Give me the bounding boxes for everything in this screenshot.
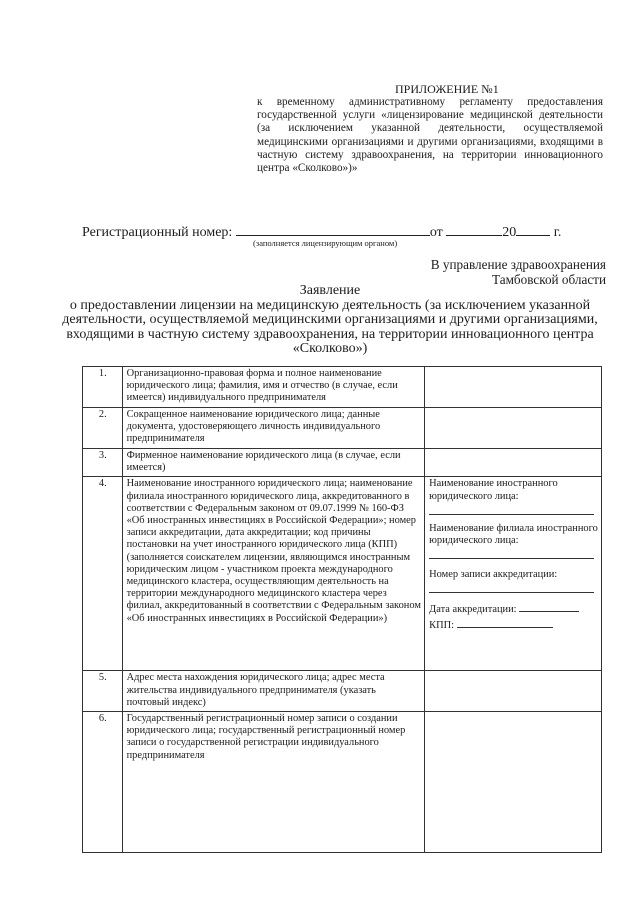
registration-year-field[interactable] [516, 222, 550, 236]
row-value-field[interactable] [425, 712, 602, 853]
registration-label: Регистрационный номер: [82, 225, 233, 240]
appendix-title: ПРИЛОЖЕНИЕ №1 [395, 82, 499, 96]
row-value-field[interactable] [425, 449, 602, 477]
row4-fields [425, 477, 602, 671]
row-number: 2. [83, 408, 123, 449]
row-number: 3. [83, 449, 123, 477]
row-description: Сокращенное наименование юридического лица; данные документа, удостоверяющего личность индивидуального предпринимателя [122, 408, 425, 449]
kpp-field[interactable] [457, 617, 553, 628]
table-row [83, 408, 602, 449]
row-value-field[interactable] [425, 671, 602, 712]
registration-number-field[interactable] [236, 222, 430, 236]
accreditation-date-label: Дата аккредитации: [429, 604, 517, 616]
table-row [83, 671, 602, 712]
foreign-entity-name-field[interactable] [429, 503, 594, 515]
application-title: Заявление [299, 283, 361, 298]
row-description: Наименование иностранного юридического лица; наименование филиала иностранного юридического лица, аккредитованного в соответствии с Федеральным законом от 09.07.1999 № 160-ФЗ «Об иностранных инвестициях в Российской Федерации»; номер записи аккредитации, дата аккредитации; код причины постановки на учет иностранного юридического лица (КПП) (заполняется соискателем лицензии, являющимся иностранным юридическим лицом - участником проекта международного медицинского кластера, осуществляющим деятельность на территории международного медицинского кластера через филиал, аккредитованный в соответствии с Федеральным законом «Об иностранных инвестициях в Российской Федерации») [122, 477, 425, 671]
row-number: 4. [83, 477, 123, 671]
registration-year-suffix: г. [553, 225, 562, 240]
appendix-text: к временному административному регламенту предоставления государственной услуги «лицензирование медицинской деятельности (за исключением указанной деятельности, осуществляемой медицинскими организациями и другими организациями, входящими в частную систему здравоохранения, на территории инновационного центра «Сколково»)» [257, 96, 603, 175]
row-value-field[interactable] [425, 367, 602, 408]
registration-date-field[interactable] [446, 222, 502, 236]
table-row [83, 477, 602, 671]
accreditation-number-field[interactable] [429, 581, 594, 593]
branch-name-field[interactable] [429, 547, 594, 559]
recipient-line-1: В управление здравоохранения [430, 257, 606, 272]
registration-from-label: от [429, 225, 443, 240]
row-description: Организационно-правовая форма и полное наименование юридического лица; фамилия, имя и отчество (в случае, если имеется) индивидуального предпринимателя [122, 367, 425, 408]
row-number: 1. [83, 367, 123, 408]
application-table [82, 366, 602, 853]
table-row [83, 712, 602, 853]
recipient-line-2: Тамбовской области [492, 271, 606, 287]
row-description: Государственный регистрационный номер записи о создании юридического лица; государственный регистрационный номер записи о государственной регистрации индивидуального предпринимателя [122, 712, 425, 853]
row-number: 5. [83, 671, 123, 712]
row-description: Адрес места нахождения юридического лица; адрес места жительства индивидуального предпринимателя (указать почтовый индекс) [122, 671, 425, 712]
recipient-block [396, 258, 606, 287]
row-number: 6. [83, 712, 123, 853]
row-description: Фирменное наименование юридического лица (в случае, если имеется) [122, 449, 425, 477]
accreditation-date-field[interactable] [519, 601, 579, 612]
application-heading [60, 284, 600, 357]
registration-year-prefix: 20 [502, 225, 517, 240]
table-row [83, 449, 602, 477]
accreditation-number-label: Номер записи аккредитации: [429, 569, 558, 581]
application-subtitle: о предоставлении лицензии на медицинскую деятельность (за исключением указанной деятельности, осуществляемой медицинскими организациями и другими организациями, входящими в частную систему здравоохранения, на территории инновационного центра «Сколково») [62, 297, 598, 357]
registration-note: (заполняется лицензирующим органом) [253, 238, 398, 248]
branch-name-label: Наименование филиала иностранного юридического лица: [429, 522, 598, 547]
foreign-entity-name-label: Наименование иностранного юридического лица: [429, 478, 558, 502]
table-row [83, 367, 602, 408]
row-value-field[interactable] [425, 408, 602, 449]
kpp-label: КПП: [429, 619, 454, 631]
